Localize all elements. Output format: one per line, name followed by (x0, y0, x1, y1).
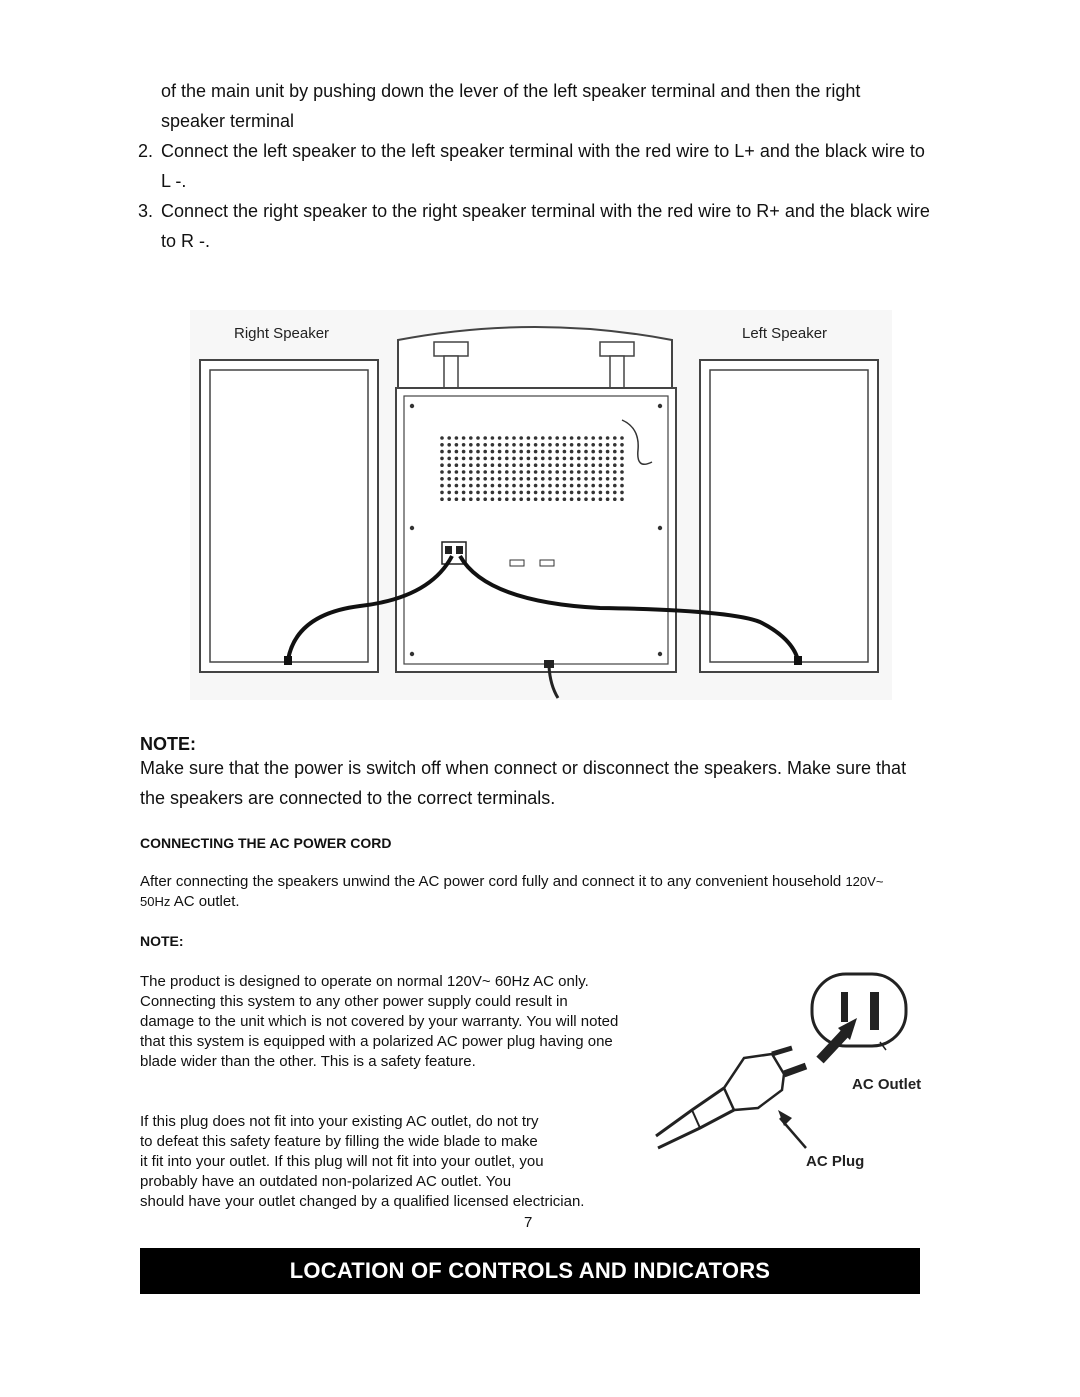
grille-dot (584, 477, 588, 481)
grille-dot (519, 484, 523, 488)
grille-dot (541, 497, 545, 501)
grille-dot (469, 484, 473, 488)
ac-spec: 120V~ 50Hz (140, 874, 884, 909)
grille-dot (613, 463, 617, 467)
grille-dot (505, 436, 509, 440)
grille-dot (555, 477, 559, 481)
para-line: to defeat this safety feature by filling the wide blade to make (140, 1133, 538, 1150)
grille-dot (620, 463, 624, 467)
grille-dot (483, 463, 487, 467)
grille-dot (591, 443, 595, 447)
grille-dot (591, 484, 595, 488)
grille-dot (534, 497, 538, 501)
grille-dot (498, 457, 502, 461)
grille-dot (483, 477, 487, 481)
section-banner: LOCATION OF CONTROLS AND INDICATORS (140, 1248, 920, 1294)
step-3 (138, 196, 938, 256)
grille-dot (455, 497, 459, 501)
grille-dot (577, 436, 581, 440)
grille-dot (455, 484, 459, 488)
grille-dot (469, 457, 473, 461)
grille-dot (606, 450, 610, 454)
grille-dot (447, 497, 451, 501)
grille-dot (570, 450, 574, 454)
grille-dot (469, 450, 473, 454)
grille-dot (476, 436, 480, 440)
para-line: If this plug does not fit into your existing AC outlet, do not try (140, 1113, 539, 1130)
ac-outlet-label: AC Outlet (852, 1076, 922, 1093)
grille-dot (498, 477, 502, 481)
grille-dot (462, 436, 466, 440)
grille-dot (620, 436, 624, 440)
grille-dot (570, 497, 574, 501)
left-speaker-label: Left Speaker (742, 325, 828, 342)
grille-dot (534, 484, 538, 488)
grille-dot (527, 443, 531, 447)
main-unit (396, 327, 676, 698)
grille-dot (613, 470, 617, 474)
note-body: Make sure that the power is switch off when connect or disconnect the speakers. Make sure that the speakers are connected to the correct terminals. (140, 758, 907, 808)
grille-dot (599, 457, 603, 461)
grille-dot (613, 477, 617, 481)
grille-dot (519, 470, 523, 474)
grille-dot (447, 470, 451, 474)
grille-dot (527, 450, 531, 454)
grille-dot (440, 436, 444, 440)
grille-dot (512, 443, 516, 447)
grille-dot (555, 443, 559, 447)
grille-dot (534, 491, 538, 495)
grille-dot (534, 470, 538, 474)
grille-dot (620, 477, 624, 481)
grille-dot (491, 477, 495, 481)
grille-dot (584, 497, 588, 501)
grille-dot (476, 450, 480, 454)
grille-dot (440, 484, 444, 488)
grille-dot (570, 436, 574, 440)
ac-instructions-pre: After connecting the speakers unwind the AC power cord fully and connect it to any convenient household (140, 873, 846, 890)
grille-dot (563, 477, 567, 481)
grille-dot (548, 477, 552, 481)
grille-dot (599, 477, 603, 481)
grille-dot (447, 457, 451, 461)
grille-dot (541, 470, 545, 474)
grille-dot (469, 436, 473, 440)
grille-dot (563, 443, 567, 447)
grille-dot (491, 436, 495, 440)
grille-dot (476, 470, 480, 474)
grille-dot (591, 477, 595, 481)
grille-dot (584, 484, 588, 488)
grille-dot (476, 477, 480, 481)
grille-dot (613, 484, 617, 488)
grille-dot (519, 497, 523, 501)
grille-dot (620, 443, 624, 447)
grille-dot (563, 470, 567, 474)
grille-dot (462, 443, 466, 447)
step-2 (138, 136, 938, 196)
grille-dot (534, 436, 538, 440)
grille-dot (606, 457, 610, 461)
grille-dot (570, 477, 574, 481)
grille-dot (620, 457, 624, 461)
intro-continuation: of the main unit by pushing down the lever of the left speaker terminal and then the right speaker terminal (161, 81, 861, 131)
grille-dot (491, 463, 495, 467)
speaker-wiring-diagram (190, 310, 892, 700)
grille-dot (469, 497, 473, 501)
grille-dot (476, 491, 480, 495)
grille-dot (541, 443, 545, 447)
grille-dot (563, 491, 567, 495)
grille-dot (577, 491, 581, 495)
grille-dot (548, 463, 552, 467)
grille-dot (462, 463, 466, 467)
para-line: should have your outlet changed by a qualified licensed electrician. (140, 1193, 585, 1210)
grille-dot (483, 484, 487, 488)
grille-dot (599, 491, 603, 495)
grille-dot (476, 497, 480, 501)
grille-dot (462, 491, 466, 495)
grille-dot (483, 470, 487, 474)
grille-dot (606, 491, 610, 495)
grille-dot (577, 497, 581, 501)
grille-dot (505, 463, 509, 467)
grille-dot (455, 457, 459, 461)
grille-dot (527, 463, 531, 467)
grille-dot (512, 497, 516, 501)
grille-dot (505, 450, 509, 454)
grille-dot (599, 450, 603, 454)
grille-dot (440, 491, 444, 495)
grille-dot (519, 477, 523, 481)
grille-dot (613, 491, 617, 495)
note2-paragraph-2 (140, 1112, 700, 1212)
grille-dot (462, 450, 466, 454)
grille-dot (591, 436, 595, 440)
grille-dot (491, 470, 495, 474)
grille-dot (519, 491, 523, 495)
grille-dot (606, 436, 610, 440)
grille-dot (599, 436, 603, 440)
grille-dot (570, 484, 574, 488)
grille-dot (541, 463, 545, 467)
grille-dot (534, 457, 538, 461)
grille-dot (512, 450, 516, 454)
grille-dot (505, 497, 509, 501)
para-line: probably have an outdated non-polarized AC outlet. You (140, 1173, 512, 1190)
grille-dot (584, 463, 588, 467)
grille-dot (512, 484, 516, 488)
grille-dot (577, 477, 581, 481)
grille-dot (483, 443, 487, 447)
grille-dot (440, 457, 444, 461)
grille-dot (455, 463, 459, 467)
grille-dot (512, 477, 516, 481)
grille-dot (519, 457, 523, 461)
right-speaker-label: Right Speaker (234, 325, 330, 342)
grille-dot (455, 443, 459, 447)
grille-dot (505, 443, 509, 447)
grille-dot (476, 463, 480, 467)
grille-dot (491, 450, 495, 454)
note2-paragraph-1: The product is designed to operate on normal 120V~ 60Hz AC only. Connecting this system to any other power supply could result in damage to the unit which is not covered by your warranty. You will noted that this system is equipped with a polarized AC power plug having one blade wider than the other. This is a safety feature. (140, 973, 619, 1070)
grille-dot (440, 470, 444, 474)
grille-dot (519, 450, 523, 454)
grille-dot (563, 436, 567, 440)
grille-dot (541, 457, 545, 461)
grille-dot (584, 457, 588, 461)
grille-dot (512, 457, 516, 461)
grille-dot (613, 443, 617, 447)
grille-dot (570, 470, 574, 474)
grille-dot (620, 470, 624, 474)
grille-dot (555, 457, 559, 461)
grille-dot (512, 436, 516, 440)
grille-dot (563, 450, 567, 454)
grille-dot (440, 497, 444, 501)
grille-dot (469, 477, 473, 481)
grille-dot (591, 497, 595, 501)
grille-dot (519, 463, 523, 467)
grille-dot (591, 463, 595, 467)
grille-dot (555, 497, 559, 501)
grille-dot (498, 463, 502, 467)
grille-dot (584, 470, 588, 474)
grille-dot (548, 470, 552, 474)
grille-dot (447, 463, 451, 467)
grille-dot (599, 463, 603, 467)
grille-dot (498, 491, 502, 495)
grille-dot (563, 484, 567, 488)
grille-dot (440, 450, 444, 454)
ac-plug-label: AC Plug (806, 1153, 865, 1170)
grille-dot (620, 484, 624, 488)
grille-dot (455, 470, 459, 474)
grille-dot (599, 443, 603, 447)
grille-dot (534, 463, 538, 467)
grille-dot (577, 450, 581, 454)
para-line: it fit into your outlet. If this plug will not fit into your outlet, you (140, 1153, 544, 1170)
step-text: Connect the left speaker to the left speaker terminal with the red wire to L+ and the black wire to L -. (161, 141, 925, 191)
grille-dot (534, 450, 538, 454)
grille-dot (440, 463, 444, 467)
grille-dot (462, 470, 466, 474)
grille-dot (440, 477, 444, 481)
right-speaker-box (200, 360, 378, 672)
grille-dot (483, 497, 487, 501)
grille-dot (512, 463, 516, 467)
grille-dot (476, 457, 480, 461)
grille-dot (498, 443, 502, 447)
grille-dot (527, 470, 531, 474)
grille-dot (541, 491, 545, 495)
left-speaker-box (700, 360, 878, 672)
grille-dot (491, 491, 495, 495)
grille-dot (505, 477, 509, 481)
grille-dot (563, 463, 567, 467)
grille-dot (534, 477, 538, 481)
grille-dot (447, 436, 451, 440)
ac-plug-outlet-diagram (652, 970, 932, 1180)
grille-dot (591, 450, 595, 454)
grille-dot (527, 497, 531, 501)
grille-dot (548, 497, 552, 501)
grille-dot (519, 443, 523, 447)
grille-dot (455, 477, 459, 481)
ac-instructions (140, 872, 915, 912)
grille-dot (534, 443, 538, 447)
grille-dot (512, 470, 516, 474)
grille-dot (613, 436, 617, 440)
grille-dot (469, 470, 473, 474)
grille-dot (620, 497, 624, 501)
step-text: Connect the right speaker to the right speaker terminal with the red wire to R+ and the black wire to R -. (161, 201, 930, 251)
grille-dot (620, 491, 624, 495)
grille-dot (447, 491, 451, 495)
page-number: 7 (524, 1214, 533, 1231)
grille-dot (447, 443, 451, 447)
grille-dot (527, 436, 531, 440)
grille-dot (498, 470, 502, 474)
grille-dot (577, 457, 581, 461)
grille-dot (570, 457, 574, 461)
note2-heading: NOTE: (140, 933, 184, 949)
grille-dot (563, 457, 567, 461)
grille-dot (591, 491, 595, 495)
grille-dot (483, 450, 487, 454)
grille-dot (570, 491, 574, 495)
grille-dot (541, 436, 545, 440)
ac-instructions-post: AC outlet. (170, 893, 240, 910)
grille-dot (555, 463, 559, 467)
grille-dot (599, 484, 603, 488)
grille-dot (447, 450, 451, 454)
grille-dot (606, 470, 610, 474)
grille-dot (498, 436, 502, 440)
grille-dot (606, 463, 610, 467)
grille-dot (505, 491, 509, 495)
grille-dot (527, 484, 531, 488)
grille-dot (541, 450, 545, 454)
grille-dot (548, 491, 552, 495)
grille-dot (613, 497, 617, 501)
grille-dot (591, 457, 595, 461)
grille-dot (527, 477, 531, 481)
grille-dot (599, 497, 603, 501)
grille-dot (498, 497, 502, 501)
grille-dot (455, 450, 459, 454)
grille-dot (548, 443, 552, 447)
grille-dot (548, 436, 552, 440)
grille-dot (548, 484, 552, 488)
grille-dot (447, 484, 451, 488)
step-number: 2. (138, 141, 154, 161)
grille-dot (505, 457, 509, 461)
grille-dot (440, 443, 444, 447)
grille-dot (606, 497, 610, 501)
grille-dot (577, 443, 581, 447)
grille-dot (555, 450, 559, 454)
grille-dot (462, 457, 466, 461)
grille-dot (469, 491, 473, 495)
grille-dot (591, 470, 595, 474)
grille-dot (584, 491, 588, 495)
grille-dot (447, 477, 451, 481)
grille-dot (555, 491, 559, 495)
grille-dot (613, 450, 617, 454)
grille-dot (512, 491, 516, 495)
grille-dot (570, 443, 574, 447)
grille-dot (606, 477, 610, 481)
note-heading: NOTE: (140, 734, 196, 754)
step-number: 3. (138, 201, 154, 221)
grille-dot (541, 484, 545, 488)
grille-dot (620, 450, 624, 454)
grille-dot (563, 497, 567, 501)
grille-dot (606, 443, 610, 447)
grille-dot (570, 463, 574, 467)
ac-plug-icon (656, 1048, 806, 1148)
grille-dot (584, 443, 588, 447)
grille-dot (548, 457, 552, 461)
grille-dot (584, 450, 588, 454)
grille-dot (584, 436, 588, 440)
grille-dot (577, 463, 581, 467)
grille-dot (491, 443, 495, 447)
grille-dot (491, 484, 495, 488)
grille-dot (462, 497, 466, 501)
grille-dot (491, 457, 495, 461)
section-heading-ac-power-cord: CONNECTING THE AC POWER CORD (140, 835, 392, 851)
grille-dot (476, 484, 480, 488)
grille-dot (606, 484, 610, 488)
grille-dot (577, 470, 581, 474)
grille-dot (498, 484, 502, 488)
grille-dot (505, 484, 509, 488)
grille-dot (555, 484, 559, 488)
grille-dot (541, 477, 545, 481)
grille-dot (455, 436, 459, 440)
grille-dot (527, 457, 531, 461)
grille-dot (491, 497, 495, 501)
grille-dot (505, 470, 509, 474)
grille-dot (577, 484, 581, 488)
grille-dot (462, 477, 466, 481)
grille-dot (462, 484, 466, 488)
grille-dot (483, 457, 487, 461)
grille-dot (527, 491, 531, 495)
grille-dot (483, 491, 487, 495)
grille-dot (469, 463, 473, 467)
grille-dot (555, 436, 559, 440)
grille-dot (599, 470, 603, 474)
grille-dot (483, 436, 487, 440)
grille-dot (613, 457, 617, 461)
grille-dot (476, 443, 480, 447)
grille-dot (519, 436, 523, 440)
grille-dot (455, 491, 459, 495)
grille-dot (498, 450, 502, 454)
grille-dot (548, 450, 552, 454)
grille-dot (469, 443, 473, 447)
grille-dot (555, 470, 559, 474)
